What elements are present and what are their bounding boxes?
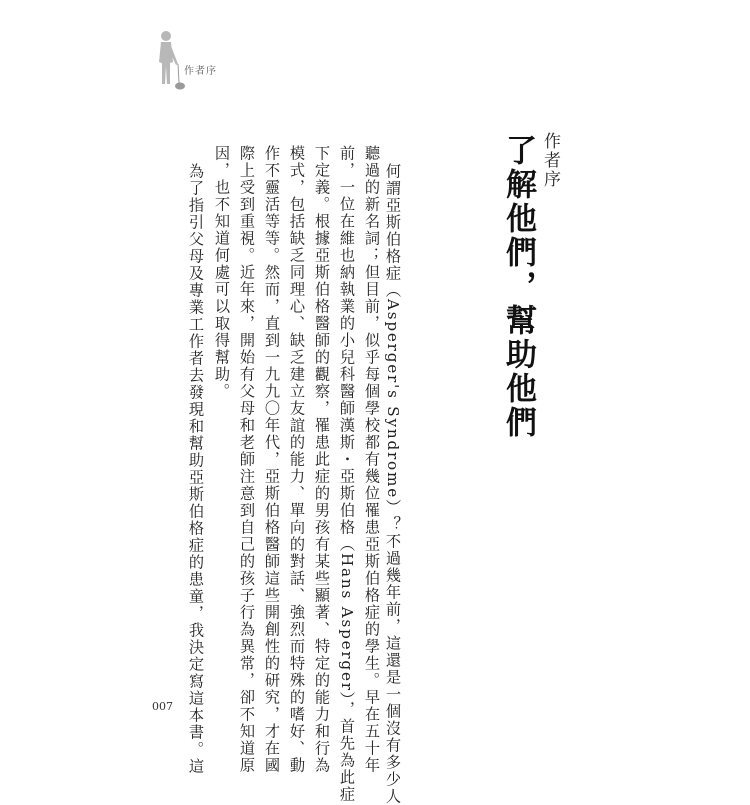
body-line-4: 下定義。根據亞斯伯格醫師的觀察，罹患此症的男孩有某些顯著、特定的能力和行為 (313, 145, 331, 774)
running-head: 作者序 (184, 66, 217, 77)
body-line-7: 際上受到重視。近年來，開始有父母和老師注意到自己的孩子行為異常，卻不知道原 (238, 145, 256, 774)
body-line-8: 因，也不知道何處可以取得幫助。 (213, 145, 231, 400)
body-line-1: 何謂亞斯伯格症（Asperger's Syndrome）？不過幾年前，這還是一個沒有多少人 (384, 163, 402, 805)
body-line-3: 前，一位在維也納執業的小兒科醫師漢斯・亞斯伯格（Hans Asperger），首先為此症 (338, 145, 356, 804)
child-silhouette-icon (154, 30, 190, 92)
chapter-label: 作者序 (540, 132, 560, 189)
page-number: 007 (152, 700, 173, 713)
body-line-9: 為了指引父母及專業工作者去發現和幫助亞斯伯格症的患童，我決定寫這本書。這 (187, 163, 205, 775)
chapter-title: 了解他們，幫助他們 (500, 134, 536, 440)
body-line-2: 聽過的新名詞；但目前，似乎每個學校都有幾位罹患亞斯伯格症的學生。早在五十年 (363, 145, 381, 774)
body-line-5: 模式，包括缺乏同理心、缺乏建立友誼的能力、單向的對話、強烈而特殊的嗜好、動 (288, 145, 306, 774)
body-line-6: 作不靈活等等。然而，直到一九九〇年代，亞斯伯格醫師這些開創性的研究，才在國 (263, 145, 281, 774)
